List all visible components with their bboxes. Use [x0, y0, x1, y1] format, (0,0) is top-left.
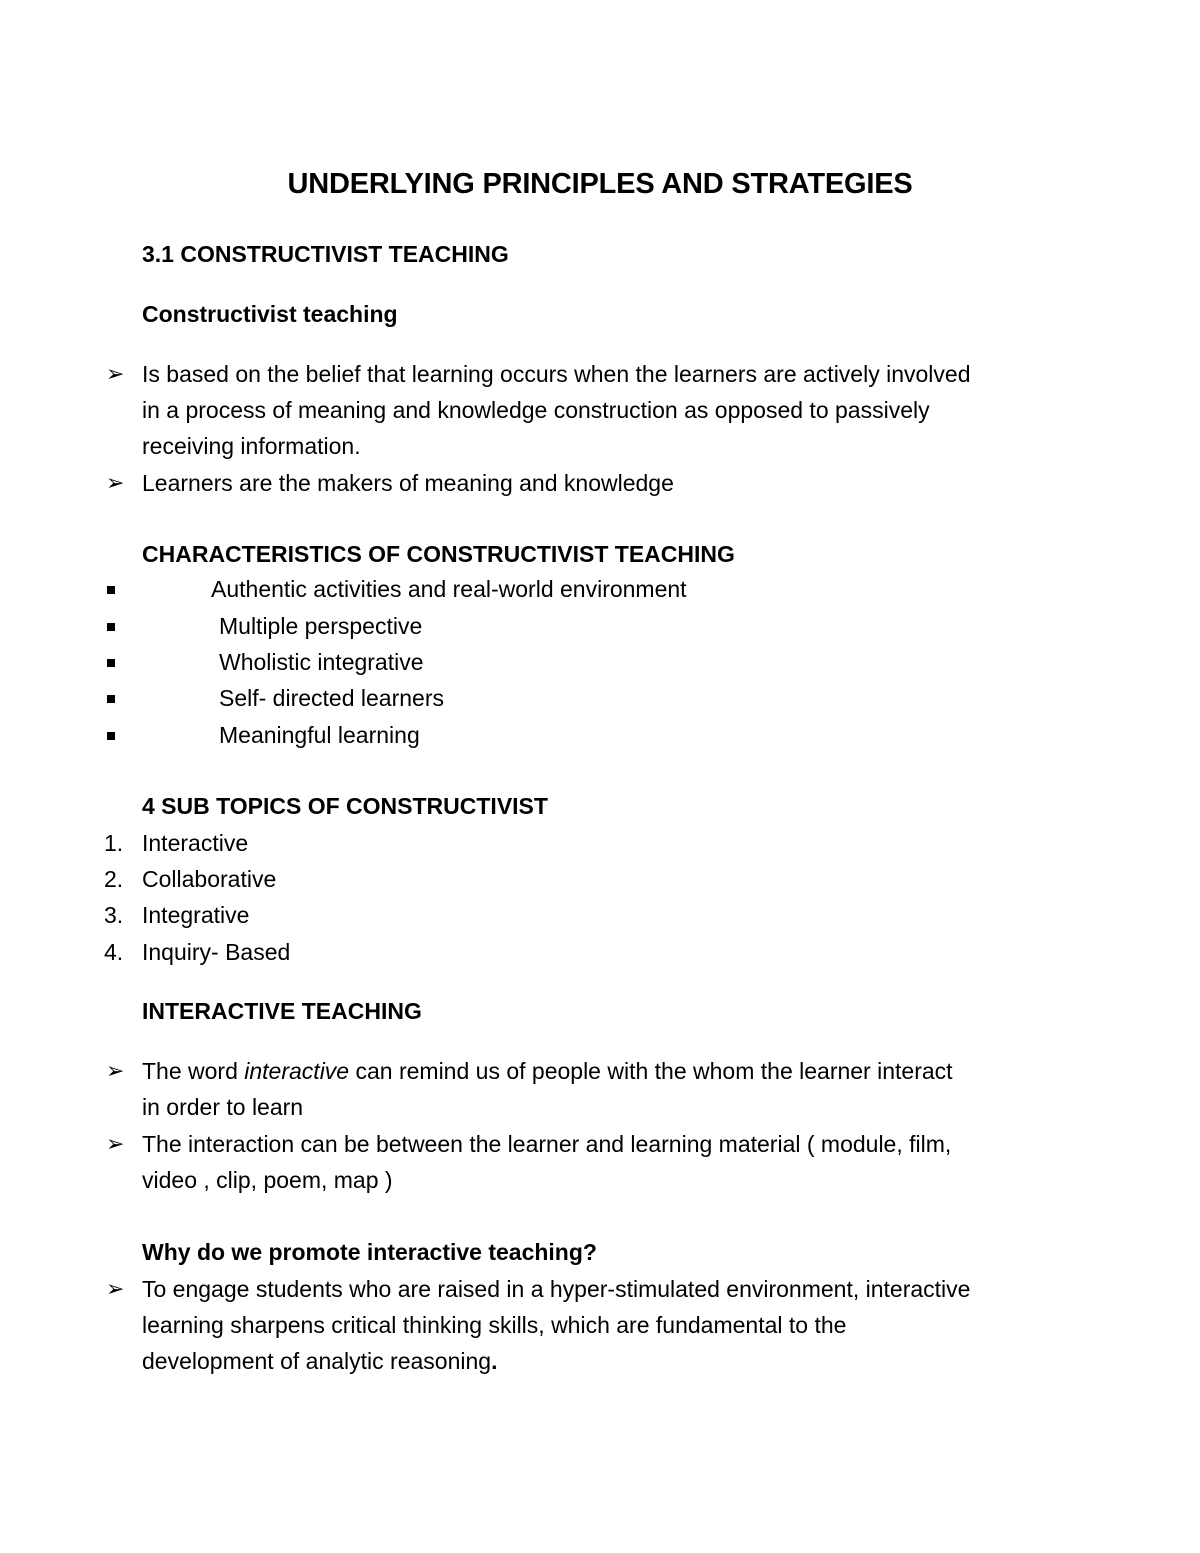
subtopic-item: Inquiry- Based	[142, 939, 291, 965]
square-bullet-icon	[107, 659, 115, 667]
arrow-bullet-icon: ➢	[106, 470, 125, 495]
point-line: receiving information.	[142, 433, 361, 459]
why-heading: Why do we promote interactive teaching?	[142, 1239, 597, 1265]
arrow-bullet-icon: ➢	[106, 1058, 125, 1083]
characteristic-item: Multiple perspective	[219, 613, 423, 639]
characteristic-item: Meaningful learning	[219, 722, 420, 748]
characteristic-item: Authentic activities and real-world environment	[211, 576, 687, 602]
point-line: in order to learn	[142, 1094, 304, 1120]
point-line: Is based on the belief that learning occurs when the learners are actively involved	[142, 361, 971, 387]
characteristics-heading: CHARACTERISTICS OF CONSTRUCTIVIST TEACHING	[142, 541, 735, 567]
point-line: learning sharpens critical thinking skills, which are fundamental to the	[142, 1312, 847, 1338]
arrow-bullet-icon: ➢	[106, 1276, 125, 1301]
point-text: The word	[142, 1058, 245, 1084]
subtopic-item: Integrative	[142, 902, 250, 928]
point-line: To engage students who are raised in a hyper-stimulated environment, interactive	[142, 1276, 971, 1302]
point-line	[142, 1053, 953, 1089]
square-bullet-icon	[107, 732, 115, 740]
subtopic-item: Interactive	[142, 830, 249, 856]
italic-term: interactive	[244, 1058, 350, 1084]
list-number: 2.	[104, 866, 124, 892]
characteristic-item: Wholistic integrative	[219, 649, 424, 675]
list-number: 1.	[104, 830, 124, 856]
section-heading: 3.1 CONSTRUCTIVIST TEACHING	[142, 241, 509, 267]
list-number: 4.	[104, 939, 124, 965]
square-bullet-icon	[107, 623, 115, 631]
point-line: in a process of meaning and knowledge construction as opposed to passively	[142, 397, 930, 423]
arrow-bullet-icon: ➢	[106, 361, 125, 386]
point-text: development of analytic reasoning	[142, 1348, 492, 1374]
point-text: can remind us of people with the whom the learner interact	[349, 1058, 953, 1084]
point-line: The interaction can be between the learner and learning material ( module, film,	[142, 1131, 952, 1157]
point-line: Learners are the makers of meaning and knowledge	[142, 470, 674, 496]
square-bullet-icon	[107, 695, 115, 703]
list-number: 3.	[104, 902, 124, 928]
characteristic-item: Self- directed learners	[219, 685, 444, 711]
point-line: video , clip, poem, map )	[142, 1167, 393, 1193]
subtopics-heading: 4 SUB TOPICS OF CONSTRUCTIVIST	[142, 793, 548, 819]
point-line	[142, 1343, 497, 1379]
bold-period: .	[491, 1348, 498, 1374]
interactive-heading: INTERACTIVE TEACHING	[142, 998, 422, 1024]
arrow-bullet-icon: ➢	[106, 1131, 125, 1156]
square-bullet-icon	[107, 586, 115, 594]
page-title: UNDERLYING PRINCIPLES AND STRATEGIES	[287, 168, 913, 200]
subheading: Constructivist teaching	[142, 301, 398, 327]
subtopic-item: Collaborative	[142, 866, 277, 892]
